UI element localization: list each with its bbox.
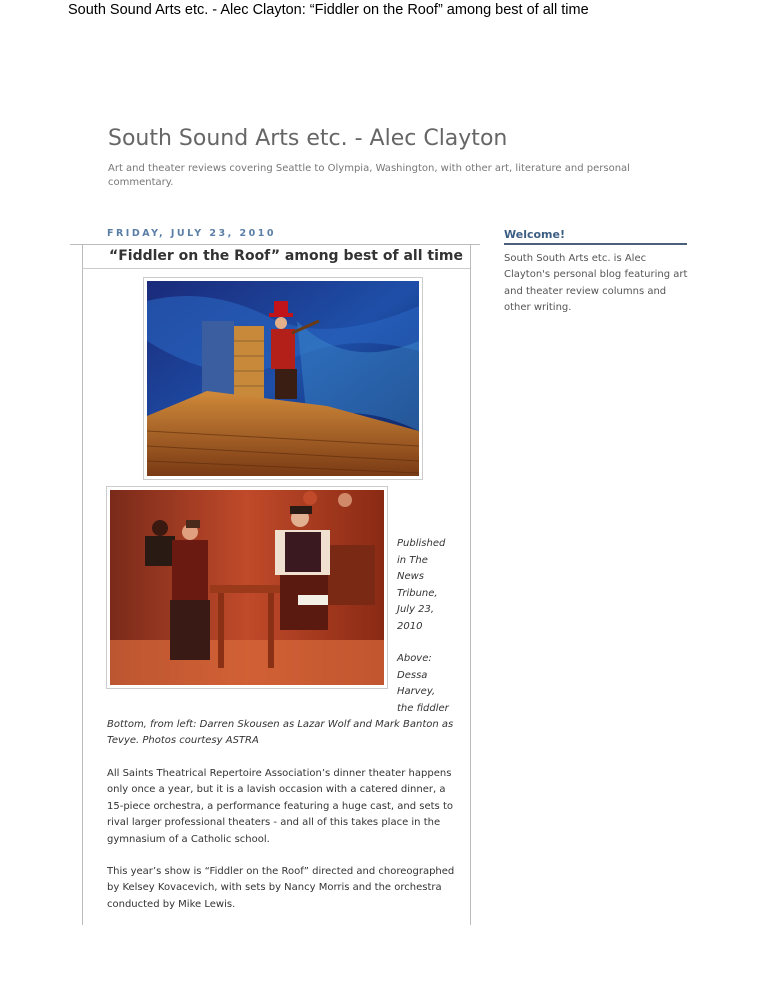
- photo-caption-side: [397, 536, 457, 733]
- caption-above-line: Above:: [397, 653, 432, 664]
- post-paragraph: This year’s show is “Fiddler on the Roof” directed and choreographed by Kelsey Kovacevich, with sets by Nancy Morris and the orchestra conducted by Mike Lewis.: [107, 866, 455, 910]
- tavern-image: [110, 490, 384, 685]
- caption-bottom: Bottom, from left: Darren Skousen as Lazar Wolf and Mark Banton as Tevye. Photos courtesy ASTRA: [107, 719, 454, 746]
- caption-above: [397, 651, 457, 717]
- caption-published-line: News: [397, 571, 425, 582]
- photo-tavern-scene[interactable]: [106, 486, 388, 689]
- caption-published-line: 2010: [397, 620, 423, 632]
- document-header-title: South Sound Arts etc. - Alec Clayton: “Fiddler on the Roof” among best of all time: [68, 2, 589, 18]
- caption-published-line: in The: [397, 554, 428, 566]
- sidebar-welcome-title: Welcome!: [504, 228, 565, 241]
- post-paragraph: All Saints Theatrical Repertoire Association’s dinner theater happens only once a year, but it is a lavish occasion with a catered dinner, a 15-piece orchestra, a performance featuring a huge cast, and sets to rival larger professional theaters - and all of this takes place in the gymnasium of a Catholic school.: [107, 768, 453, 845]
- caption-published-line: Tribune,: [397, 587, 438, 599]
- blog-title[interactable]: South Sound Arts etc. - Alec Clayton: [108, 126, 508, 151]
- fiddler-image: [147, 281, 419, 476]
- sidebar-welcome-text: South South Arts etc. is Alec Clayton's personal blog featuring art and theater review columns and other writing.: [504, 253, 688, 313]
- blog-description: Art and theater reviews covering Seattle to Olympia, Washington, with other art, literature and personal commentary.: [108, 163, 630, 188]
- caption-above-line: the fiddler: [397, 702, 449, 714]
- post-title[interactable]: “Fiddler on the Roof” among best of all time: [109, 248, 463, 264]
- caption-above-line: Dessa: [397, 669, 428, 681]
- post-title-divider: [82, 268, 470, 269]
- post-date: FRIDAY, JULY 23, 2010: [107, 228, 276, 239]
- caption-published: [397, 536, 457, 635]
- caption-above-line: Harvey,: [397, 686, 436, 697]
- sidebar-title-divider: [504, 243, 687, 245]
- caption-published-line: July 23,: [397, 604, 435, 615]
- photo-fiddler[interactable]: [143, 277, 423, 480]
- caption-published-line: Published: [397, 538, 446, 549]
